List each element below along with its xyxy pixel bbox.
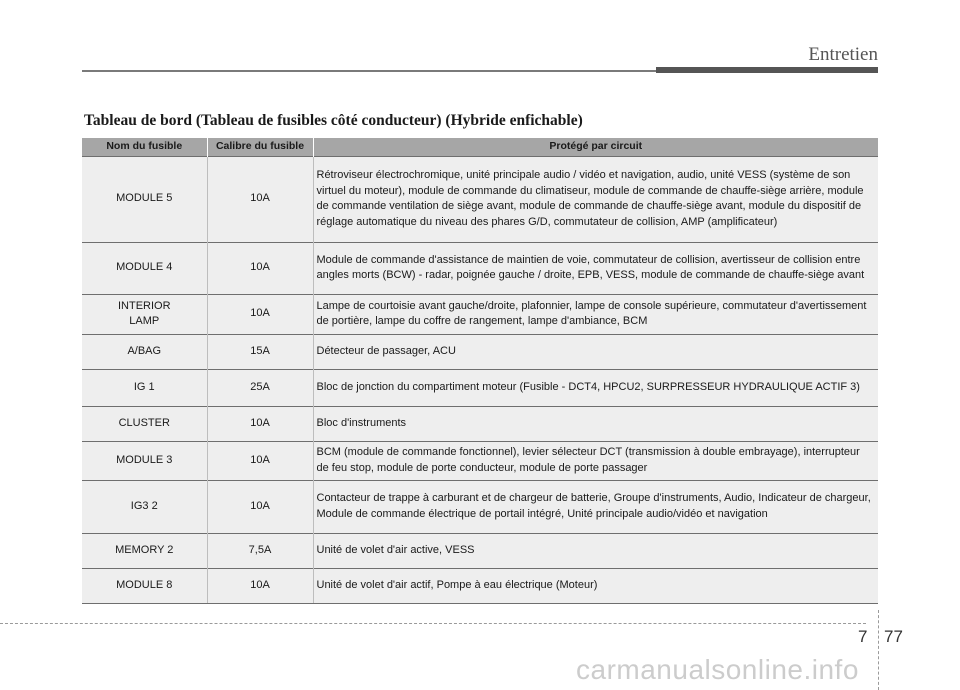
column-header-fuse-rating: Calibre du fusible <box>207 138 313 157</box>
chapter-number: 7 <box>858 627 868 646</box>
fuse-rating-cell: 7,5A <box>207 534 313 569</box>
fuse-rating-cell: 10A <box>207 407 313 442</box>
protected-circuit-cell: Unité de volet d'air active, VESS <box>313 534 878 569</box>
fuse-name-cell: IG 1 <box>82 370 207 407</box>
table-row <box>82 243 878 295</box>
fuse-name-cell: MEMORY 2 <box>82 534 207 569</box>
fuse-rating-cell: 25A <box>207 370 313 407</box>
fuse-name-cell: MODULE 3 <box>82 442 207 481</box>
table-row <box>82 534 878 569</box>
column-header-protected-circuit: Protégé par circuit <box>313 138 878 157</box>
fuse-table <box>82 138 878 604</box>
fuse-rating-cell: 15A <box>207 335 313 370</box>
fuse-rating-cell: 10A <box>207 295 313 335</box>
fuse-name-cell: MODULE 8 <box>82 569 207 604</box>
protected-circuit-cell: Bloc d'instruments <box>313 407 878 442</box>
protected-circuit-cell: Contacteur de trappe à carburant et de chargeur de batterie, Groupe d'instruments, Audio, Indicateur de chargeur, Module de commande électrique de portail intégré, Unité principale audio/vidéo et navigation <box>313 481 878 534</box>
protected-circuit-cell: Bloc de jonction du compartiment moteur (Fusible - DCT4, HPCU2, SURPRESSEUR HYDRAULIQUE ACTIF 3) <box>313 370 878 407</box>
fuse-name-cell: IG3 2 <box>82 481 207 534</box>
table-row <box>82 442 878 481</box>
protected-circuit-cell: Unité de volet d'air actif, Pompe à eau électrique (Moteur) <box>313 569 878 604</box>
table-row <box>82 335 878 370</box>
page-number: 77 <box>884 627 903 646</box>
table-row <box>82 295 878 335</box>
fuse-table-header <box>82 138 878 157</box>
table-row <box>82 481 878 534</box>
protected-circuit-cell: Détecteur de passager, ACU <box>313 335 878 370</box>
fuse-name-cell: CLUSTER <box>82 407 207 442</box>
fuse-name-cell: MODULE 4 <box>82 243 207 295</box>
column-header-fuse-name: Nom du fusible <box>82 138 207 157</box>
fuse-rating-cell: 10A <box>207 157 313 243</box>
table-row <box>82 370 878 407</box>
header-bar <box>656 67 878 73</box>
fuse-name-cell: MODULE 5 <box>82 157 207 243</box>
protected-circuit-cell: Lampe de courtoisie avant gauche/droite, plafonnier, lampe de console supérieure, commutateur d'avertissement de portière, lampe du coffre de rangement, lampe d'ambiance, BCM <box>313 295 878 335</box>
fuse-name-cell <box>82 295 207 335</box>
section-title: Tableau de bord (Tableau de fusibles côté conducteur) (Hybride enfichable) <box>84 112 583 129</box>
protected-circuit-cell: Module de commande d'assistance de maintien de voie, commutateur de collision, avertisseur de collision entre angles morts (BCW) - radar, poignée gauche / droite, EPB, VESS, module de commande de chauffe-siège avant <box>313 243 878 295</box>
fuse-rating-cell: 10A <box>207 569 313 604</box>
watermark: carmanualsonline.info <box>576 654 859 685</box>
fuse-rating-cell: 10A <box>207 243 313 295</box>
fuse-name-cell: A/BAG <box>82 335 207 370</box>
footer-dashed-rule <box>0 623 866 624</box>
fuse-rating-cell: 10A <box>207 442 313 481</box>
header-rule <box>82 70 656 72</box>
table-row <box>82 157 878 243</box>
fuse-rating-cell: 10A <box>207 481 313 534</box>
header-title: Entretien <box>808 44 878 65</box>
protected-circuit-cell: Rétroviseur électrochromique, unité principale audio / vidéo et navigation, audio, unité VESS (système de son virtuel du moteur), module de commande du climatiseur, module de commande de chauffe-siège arrière, module de commande ventilation de siège avant, module de commande de chauffe-siège avant, module du dispositif de réglage automatique du niveau des phares G/D, commutateur de collision, AMP (amplificateur) <box>313 157 878 243</box>
header-row <box>82 138 878 157</box>
fuse-name-text: INTERIOR LAMP <box>117 299 171 327</box>
table-row <box>82 569 878 604</box>
table-row <box>82 407 878 442</box>
fuse-table-body <box>82 157 878 604</box>
protected-circuit-cell: BCM (module de commande fonctionnel), levier sélecteur DCT (transmission à double embrayage), interrupteur de feu stop, module de porte conducteur, module de porte passager <box>313 442 878 481</box>
